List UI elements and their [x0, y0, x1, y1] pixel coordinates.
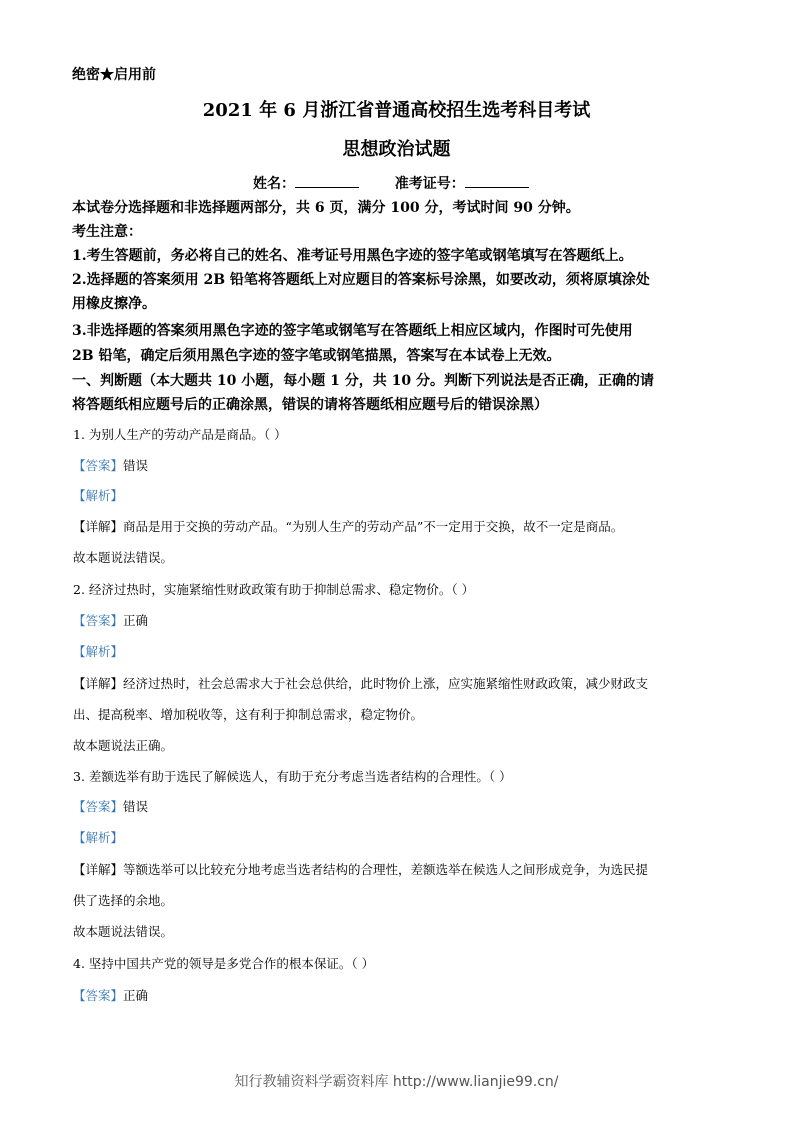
question-1-answer	[73, 456, 148, 474]
answer-tag: 【答案】	[73, 799, 124, 814]
question-3-detail-line2: 供了选择的余地。	[73, 893, 174, 908]
id-blank	[465, 173, 529, 188]
detail-tag: 【详解】	[73, 862, 124, 877]
name-blank	[295, 173, 359, 188]
question-2-detail-line2: 出、提高税率、增加税收等，这有利于抑制总需求，稳定物价。	[73, 707, 424, 722]
section1-heading-line1: 一、判断题（本大题共 10 小题，每小题 1 分，共 10 分。判断下列说法是否正确，正确的请	[72, 373, 654, 389]
answer-tag: 【答案】	[73, 988, 124, 1003]
question-4-stem: 4. 坚持中国共产党的领导是多党合作的根本保证。（ ）	[73, 956, 375, 971]
confidential-label: 绝密★启用前	[72, 67, 156, 83]
answer-tag: 【答案】	[73, 458, 124, 473]
exam-subtitle: 思想政治试题	[342, 139, 451, 160]
question-3-detail-line1	[73, 860, 648, 878]
answer-value: 错误	[123, 458, 149, 473]
question-3-answer	[73, 797, 148, 815]
id-label: 准考证号：	[394, 176, 465, 192]
answer-value: 错误	[123, 799, 149, 814]
notice-item-1: 1.考生答题前，务必将自己的姓名、准考证号用黑色字迹的签字笔或钢笔填写在答题纸上。	[72, 248, 633, 264]
question-2-conclusion: 故本题说法正确。	[73, 738, 174, 753]
question-3-analysis-tag: 【解析】	[73, 830, 124, 845]
detail-text: 经济过热时，社会总需求大于社会总供给，此时物价上涨，应实施紧缩性财政政策，减少财政支	[123, 676, 649, 691]
footer-watermark: 知行教辅资料学霸资料库 http://www.lianjie99.cn/	[234, 1074, 559, 1090]
candidate-info	[253, 173, 529, 193]
answer-value: 正确	[123, 988, 149, 1003]
name-label: 姓名：	[253, 176, 295, 192]
question-3-stem: 3. 差额选举有助于选民了解候选人，有助于充分考虑当选者结构的合理性。（ ）	[73, 769, 512, 784]
question-2-stem: 2. 经济过热时，实施紧缩性财政政策有助于抑制总需求、稳定物价。（ ）	[73, 582, 475, 597]
question-1-conclusion: 故本题说法错误。	[73, 550, 174, 565]
notice-item-3-line2: 2B 铅笔，确定后须用黑色字迹的签字笔或钢笔描黑，答案写在本试卷上无效。	[72, 348, 561, 364]
exam-title: 2021 年 6 月浙江省普通高校招生选考科目考试	[202, 100, 591, 121]
exam-intro: 本试卷分选择题和非选择题两部分，共 6 页，满分 100 分，考试时间 90 分钟。	[72, 200, 580, 216]
notice-item-3-line1: 3.非选择题的答案须用黑色字迹的签字笔或钢笔写在答题纸上相应区域内，作图时可先使用	[72, 323, 633, 339]
detail-tag: 【详解】	[73, 519, 124, 534]
question-1-stem: 1. 为别人生产的劳动产品是商品。（ ）	[73, 427, 287, 442]
notice-item-2-line1: 2.选择题的答案须用 2B 铅笔将答题纸上对应题目的答案标号涂黑，如要改动，须将原填涂处	[72, 272, 650, 288]
section1-heading-line2: 将答题纸相应题号后的正确涂黑，错误的请将答题纸相应题号后的错误涂黑）	[72, 397, 548, 413]
question-1-analysis-tag: 【解析】	[73, 488, 124, 503]
notice-item-2-line2: 用橡皮擦净。	[72, 296, 156, 312]
question-3-conclusion: 故本题说法错误。	[73, 924, 174, 939]
question-1-detail	[73, 517, 623, 535]
detail-text: 等额选举可以比较充分地考虑当选者结构的合理性，差额选举在候选人之间形成竞争，为选民提	[123, 862, 649, 877]
notice-title: 考生注意：	[72, 224, 142, 240]
answer-value: 正确	[123, 613, 149, 628]
question-2-answer	[73, 611, 148, 629]
detail-tag: 【详解】	[73, 676, 124, 691]
question-2-detail-line1	[73, 674, 648, 692]
question-4-answer	[73, 986, 148, 1004]
answer-tag: 【答案】	[73, 613, 124, 628]
question-2-analysis-tag: 【解析】	[73, 644, 124, 659]
detail-text: 商品是用于交换的劳动产品。“为别人生产的劳动产品”不一定用于交换，故不一定是商品。	[123, 519, 624, 534]
